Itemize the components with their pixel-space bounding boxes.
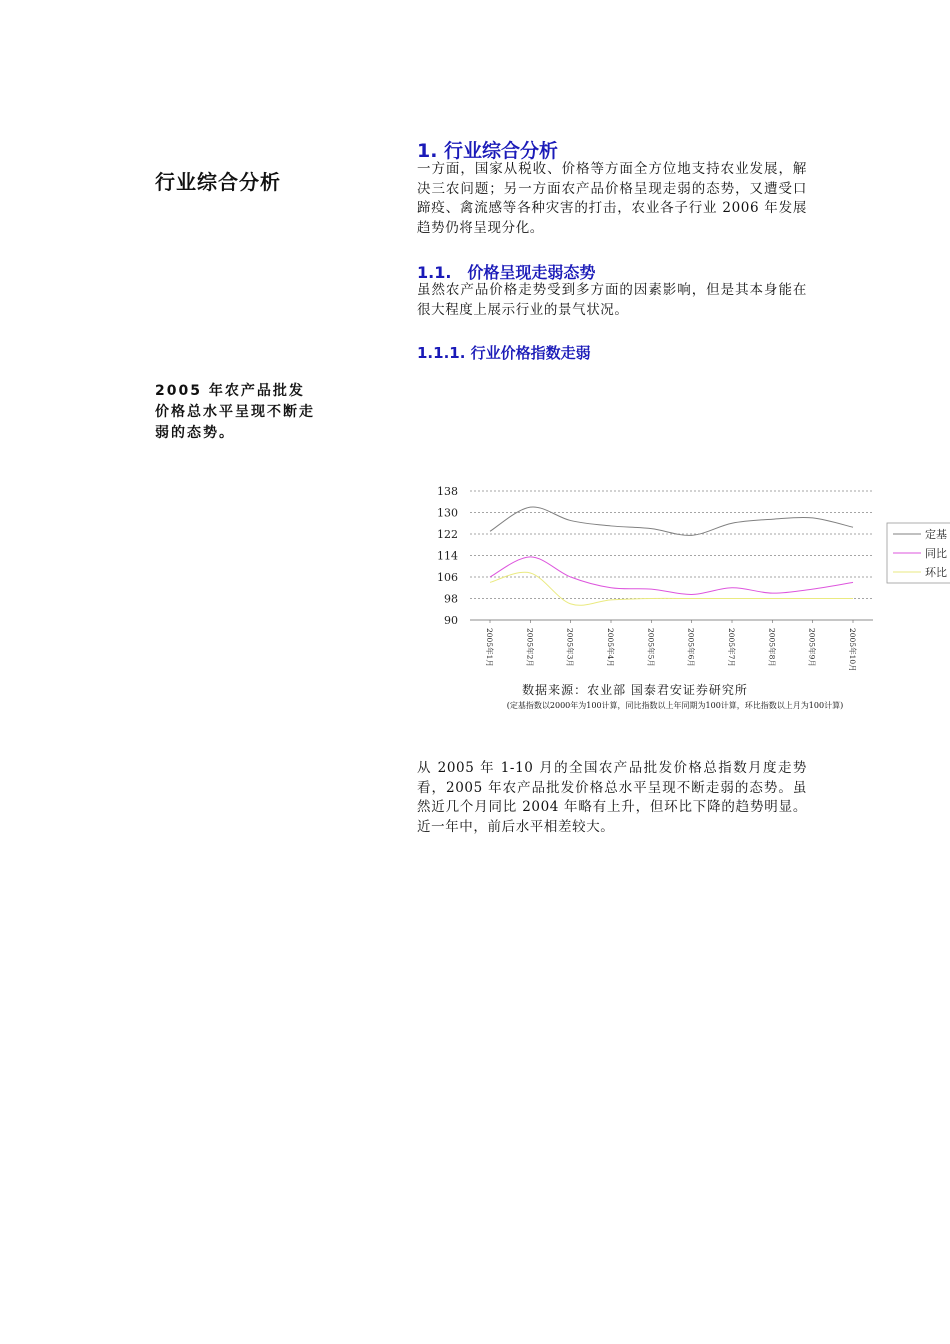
section-heading: 1. 行业综合分析 xyxy=(417,140,559,162)
x-tick-label: 2005年5月 xyxy=(646,628,656,667)
intro-paragraph: 一方面，国家从税收、价格等方面全方位地支持农业发展，解决三农问题；另一方面农产品价格呈现走弱的态势，又遭受口蹄疫、禽流感等各种灾害的打击，农业各子行业 2006 年发展趋势仍将呈现分化。 xyxy=(417,161,807,236)
subsection-paragraph: 虽然农产品价格走势受到多方面的因素影响，但是其本身能在很大程度上展示行业的景气状况。 xyxy=(417,282,807,318)
series-line xyxy=(490,557,853,595)
x-tick-label: 2005年8月 xyxy=(767,628,777,667)
x-tick-label: 2005年9月 xyxy=(807,628,817,667)
y-tick-label: 98 xyxy=(444,592,458,606)
chart-note: (定基指数以2000年为100计算，同比指数以上年同期为100计算，环比指数以上月为100计算) xyxy=(506,701,844,710)
y-tick-label: 122 xyxy=(437,528,458,541)
legend-label: 定基 xyxy=(925,528,947,541)
subsection-heading: 1.1. 价格呈现走弱态势 xyxy=(417,263,596,282)
y-tick-label: 106 xyxy=(437,571,458,584)
x-tick-label: 2005年7月 xyxy=(727,628,736,667)
price-index-chart xyxy=(425,478,950,678)
x-tick-label: 2005年2月 xyxy=(525,628,535,667)
x-tick-label: 2005年3月 xyxy=(565,628,575,667)
chart-source: 数据来源：农业部 国泰君安证券研究所 xyxy=(522,683,748,697)
sidebar-heading: 行业综合分析 xyxy=(155,170,281,194)
legend-label: 环比 xyxy=(925,566,947,579)
y-tick-label: 114 xyxy=(437,549,458,563)
x-tick-label: 2005年6月 xyxy=(686,628,696,667)
x-tick-label: 2005年4月 xyxy=(606,628,615,667)
x-tick-label: 2005年10月 xyxy=(848,628,857,672)
sidebar-note: 2005 年农产品批发价格总水平呈现不断走弱的态势。 xyxy=(155,383,315,441)
analysis-paragraph: 从 2005 年 1-10 月的全国农产品批发价格总指数月度走势看，2005 年农产品批发价格总水平呈现不断走弱的态势。虽然近几个月同比 2004 年略有上升，但环比下降的趋势明显。近一年中，前后水平相差较大。 xyxy=(417,760,807,835)
y-tick-label: 138 xyxy=(437,485,458,498)
y-tick-label: 130 xyxy=(437,506,458,520)
y-tick-label: 90 xyxy=(444,614,458,627)
legend-label: 同比 xyxy=(925,547,947,560)
subsubsection-heading: 1.1.1. 行业价格指数走弱 xyxy=(417,344,591,362)
x-tick-label: 2005年1月 xyxy=(485,628,494,667)
series-line xyxy=(490,507,853,535)
